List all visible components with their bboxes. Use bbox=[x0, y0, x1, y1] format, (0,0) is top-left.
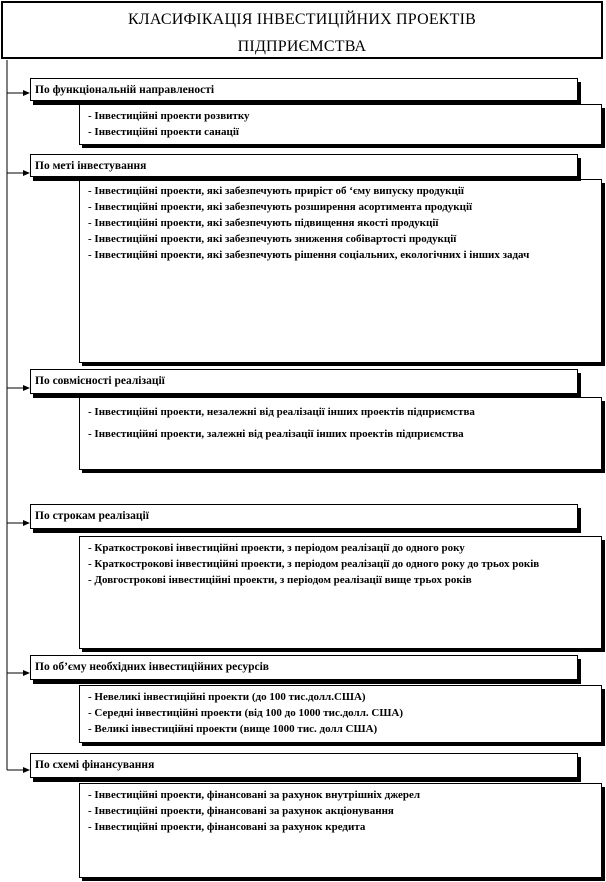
title-line-2: ПІДПРИЄМСТВА bbox=[237, 38, 367, 55]
group-2-header: По меті інвестування bbox=[30, 154, 578, 177]
group-1-item: - Інвестиційні проекти розвитку bbox=[88, 110, 250, 122]
group-4-header: По строкам реалізації bbox=[30, 504, 578, 529]
group-2-item: - Інвестиційні проекти, які забезпечують підвищення якості продукції bbox=[88, 217, 439, 229]
group-3-item: - Інвестиційні проекти, залежні від реалізації інших проектів підприємства bbox=[88, 428, 464, 440]
group-6-header: По схемі фінансування bbox=[30, 753, 578, 778]
group-5-item: - Невеликі інвестиційні проекти (до 100 тис.долл.США) bbox=[88, 691, 366, 703]
group-4-item: - Краткострокові інвестиційні проекти, з періодом реалізації до одного року bbox=[88, 542, 465, 554]
group-3-items bbox=[79, 397, 602, 470]
group-2-item: - Інвестиційні проекти, які забезпечують приріст об ‘єму випуску продукції bbox=[88, 185, 464, 197]
group-4-item: - Краткострокові інвестиційні проекти, з періодом реалізації до одного року до трьох років bbox=[88, 558, 540, 570]
group-3-item: - Інвестиційні проекти, незалежні від реалізації інших проектів підприємства bbox=[88, 406, 475, 418]
group-2-item: - Інвестиційні проекти, які забезпечують рішення соціальних, екологічних і інших задач bbox=[88, 249, 530, 261]
title-line-1: КЛАСИФІКАЦІЯ ІНВЕСТИЦІЙНИХ ПРОЕКТІВ bbox=[127, 11, 477, 28]
group-4-items bbox=[79, 536, 602, 649]
page-title bbox=[1, 1, 603, 59]
group-6-item: - Інвестиційні проекти, фінансовані за рахунок акціонування bbox=[88, 805, 394, 817]
group-4-item: - Довгострокові інвестиційні проекти, з періодом реалізації вище трьох років bbox=[88, 574, 472, 586]
group-5-items bbox=[79, 685, 602, 743]
group-2-item: - Інвестиційні проекти, які забезпечують зниження собівартості продукції bbox=[88, 233, 457, 245]
group-5-item: - Великі інвестиційні проекти (вище 1000 тис. долл США) bbox=[88, 723, 378, 735]
arrow-1 bbox=[7, 90, 30, 96]
group-6-item: - Інвестиційні проекти, фінансовані за рахунок внутрішніх джерел bbox=[88, 789, 421, 801]
arrow-6 bbox=[7, 767, 30, 773]
group-1-items bbox=[79, 104, 602, 145]
arrow-3 bbox=[7, 385, 30, 391]
group-1-item: - Інвестиційні проекти санації bbox=[88, 126, 239, 138]
group-5-header: По об’єму необхідних інвестиційних ресурсів bbox=[30, 655, 578, 680]
group-1-header: По функціональній направленості bbox=[30, 78, 578, 101]
group-5-item: - Середні інвестиційні проекти (від 100 до 1000 тис.долл. США) bbox=[88, 707, 404, 719]
group-2-items bbox=[79, 179, 602, 363]
group-6-items bbox=[79, 783, 602, 878]
arrow-2 bbox=[7, 170, 30, 176]
group-2-item: - Інвестиційні проекти, які забезпечують розширення асортимента продукції bbox=[88, 201, 473, 213]
arrow-4 bbox=[7, 520, 30, 526]
group-6-item: - Інвестиційні проекти, фінансовані за рахунок кредита bbox=[88, 821, 366, 833]
group-3-header: По совмісності реалізації bbox=[30, 369, 578, 394]
arrow-5 bbox=[7, 670, 30, 676]
